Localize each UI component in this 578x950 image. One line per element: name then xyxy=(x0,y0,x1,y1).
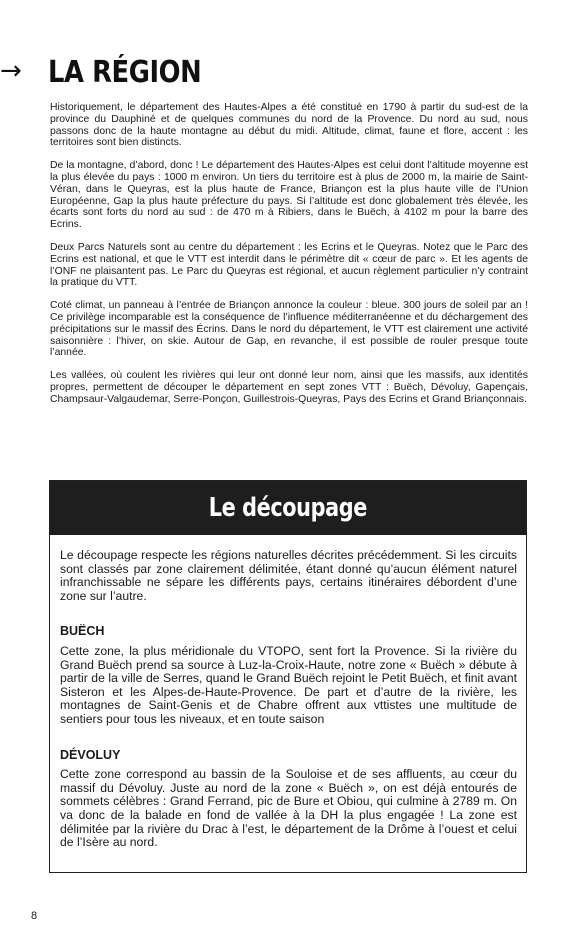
section-text-devoluy: Cette zone correspond au bassin de la Souloise et de ses affluents, au cœur du massif du Dévoluy. Juste au nord de la zone « Buëch », on est déjà entourés de sommets célèbres : Grand Ferrand, pic de Bure et Obiou, qui culmine à 2789 m. On va donc de la balade en fond de vallée à la DH la plus engagée ! La zone est délimitée par la rivière du Drac à l’est, le département de la Drôme à l’ouest et celui de l’Isère au nord. xyxy=(60,767,517,850)
intro-text xyxy=(50,102,528,417)
box-title: Le découpage xyxy=(208,493,368,523)
intro-paragraph: Coté climat, un panneau à l’entrée de Briançon annonce la couleur : bleue. 300 jours de soleil par an ! Ce privilège incomparable est la conséquence de l’influence méditerranéenne et du déchargement des précipitations sur le massif des Écrins. Dans le nord du département, le VTT est clairement une activité saisonnière : l’hiver, on skie. Autour de Gap, en revanche, il est possible de rouler presque toute l’année. xyxy=(50,300,528,359)
section-heading-buech: BUËCH xyxy=(60,624,105,639)
box-intro: Le découpage respecte les régions naturelles décrites précédemment. Si les circuits sont classés par zone clairement délimitée, étant donné qu’aucun élément naturel infranchissable ne sépare les différents pays, certains itinéraires débordent d’une zone sur l’autre. xyxy=(60,548,517,603)
intro-paragraph: Les vallées, où coulent les rivières qui leur ont donné leur nom, ainsi que les massifs, aux identités propres, permettent de découper le département en sept zones VTT : Buëch, Dévoluy, Gapençais, Champsaur-Valgaudemar, Serre-Ponçon, Guillestrois-Queyras, Pays des Ecrins et Grand Briançonnais. xyxy=(50,370,528,405)
arrow-right-icon: → xyxy=(0,56,22,86)
box-body xyxy=(50,535,526,850)
decoupage-box xyxy=(49,480,527,873)
page-title: LA RÉGION xyxy=(48,55,202,90)
section-heading-devoluy: DÉVOLUY xyxy=(60,747,121,762)
intro-paragraph: Historiquement, le département des Hautes-Alpes a été constitué en 1790 à partir du sud-est de la province du Dauphiné et de quelques communes du nord de la Provence. Du nord au sud, nous passons donc de la haute montagne au début du midi. Altitude, climat, faune et flore, accent : les territoires sont bien distincts. xyxy=(50,102,528,149)
intro-paragraph: De la montagne, d’abord, donc ! Le département des Hautes-Alpes est celui dont l’altitude moyenne est la plus élevée du pays : 1000 m environ. Un tiers du territoire est à plus de 2000 m, la mairie de Saint-Véran, dans le Queyras, est la plus haute de France, Briançon est la plus haute ville de l’Union Européenne, Gap la plus haute préfecture du pays. Si l’altitude est donc globalement très élevée, les écarts sont forts du nord au sud : de 470 m à Ribiers, dans le Buëch, à 4102 m pour la barre des Ecrins. xyxy=(50,160,528,231)
section-text-buech: Cette zone, la plus méridionale du VTOPO, sent fort la Provence. Si la rivière du Grand Buëch prend sa source à Luz-la-Croix-Haute, notre zone « Buëch » débute à partir de la ville de Serres, quand le Grand Buëch rejoint le Petit Buëch, et finit avant Sisteron et les Alpes-de-Haute-Provence. De part et d’autre de la rivière, les montagnes de Saint-Genis et de Chabre offrent aux vttistes une multitude de sentiers pour tous les niveaux, et en toute saison xyxy=(60,643,517,726)
page-number: 8 xyxy=(31,910,38,922)
intro-paragraph: Deux Parcs Naturels sont au centre du département : les Ecrins et le Queyras. Notez que le Parc des Ecrins est national, et que le VTT est interdit dans le périmètre dit « cœur de parc ». Et les agents de l’ONF ne plaisantent pas. Le Parc du Queyras est régional, et aucun règlement particulier n’y contraint la pratique du VTT. xyxy=(50,241,528,289)
box-header xyxy=(50,481,526,535)
